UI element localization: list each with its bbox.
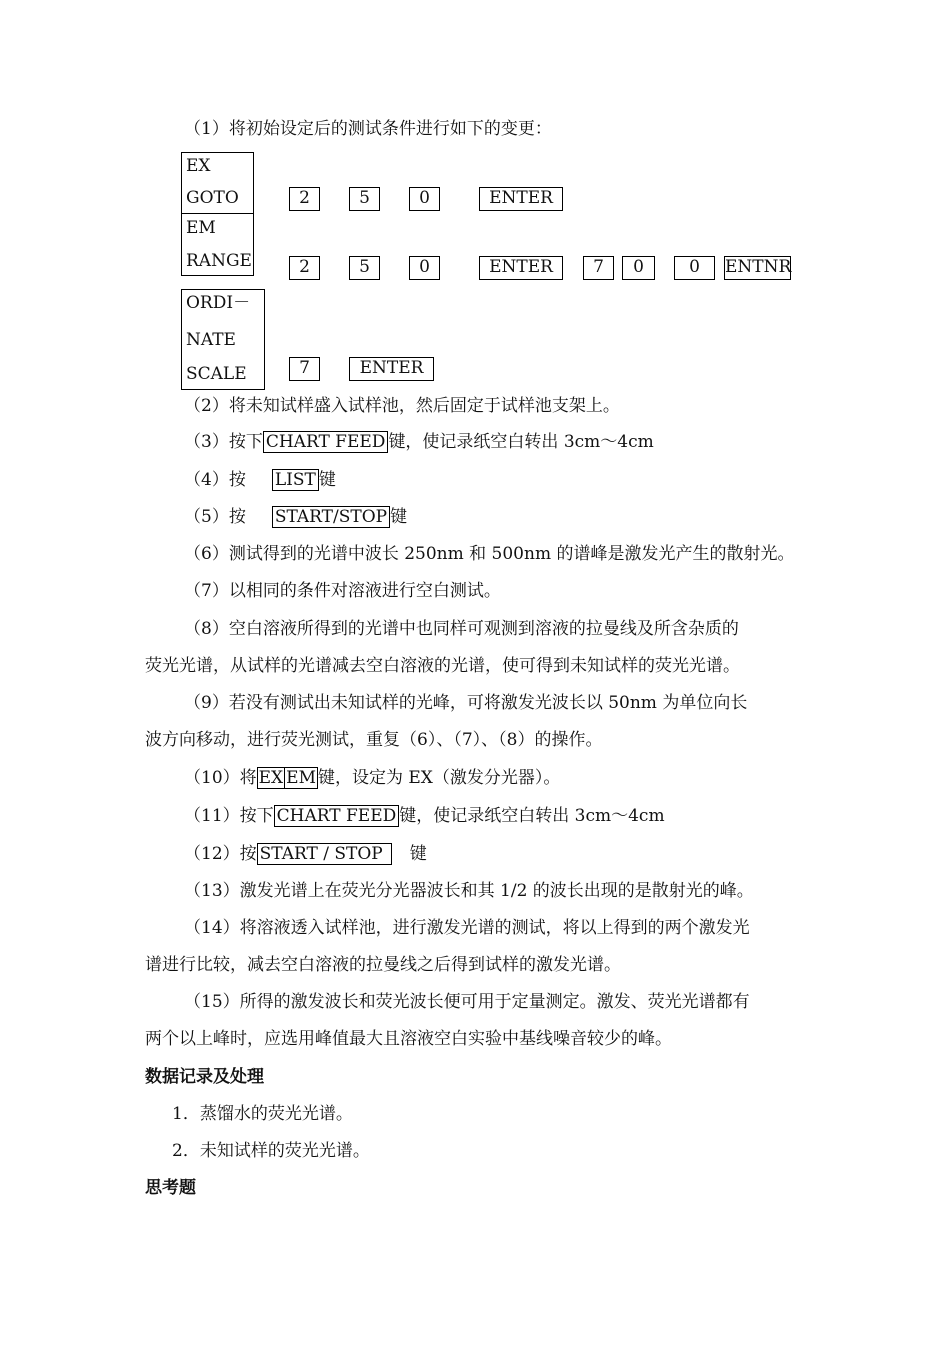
start-stop-key-2: START / STOP bbox=[257, 843, 392, 865]
range-key-2: 5 bbox=[349, 256, 380, 280]
range-key-6: 0 bbox=[674, 256, 715, 280]
data-recording-heading: 数据记录及处理 bbox=[145, 1067, 264, 1087]
step-15-line-1: （15）所得的激发波长和荧光波长便可用于定量测定。激发、荧光光谱都有 bbox=[184, 992, 750, 1012]
step-9-line-1: （9）若没有测试出未知试样的光峰，可将激发光波长以 50nm 为单位向长 bbox=[184, 693, 748, 713]
step-10-suffix: 键，设定为 EX（激发分光器）。 bbox=[317, 768, 561, 788]
range-key-4: 7 bbox=[583, 256, 614, 280]
range-label: RANGE bbox=[186, 251, 252, 271]
step-5-line bbox=[184, 506, 407, 528]
step-11-line bbox=[184, 805, 665, 827]
step-4-line bbox=[184, 469, 336, 491]
step-5-prefix: （5）按 bbox=[184, 507, 246, 527]
list-key: LIST bbox=[272, 469, 319, 491]
step-3-prefix: （3）按下 bbox=[184, 432, 263, 452]
step-13-text: （13）激发光谱上在荧光分光器波长和其 1/2 的波长出现的是散射光的峰。 bbox=[184, 881, 754, 901]
questions-heading: 思考题 bbox=[145, 1178, 196, 1198]
range-entnr-key: ENTNR bbox=[724, 256, 791, 280]
step-4-prefix: （4）按 bbox=[184, 470, 246, 490]
chart-feed-key-2: CHART FEED bbox=[274, 805, 400, 827]
data-item-1: 1．蒸馏水的荧光光谱。 bbox=[172, 1104, 353, 1124]
step-12-line bbox=[184, 843, 427, 865]
step-15-line-2: 两个以上峰时，应选用峰值最大且溶液空白实验中基线噪音较少的峰。 bbox=[145, 1029, 672, 1049]
step-4-suffix: 键 bbox=[318, 470, 336, 490]
step-14-line-1: （14）将溶液透入试样池，进行激发光谱的测试，将以上得到的两个激发光 bbox=[184, 918, 750, 938]
goto-label: GOTO bbox=[186, 188, 239, 208]
step-11-prefix: （11）按下 bbox=[184, 806, 274, 826]
scale-enter-key: ENTER bbox=[349, 357, 434, 381]
range-enter-key: ENTER bbox=[479, 256, 563, 280]
range-key-5: 0 bbox=[622, 256, 655, 280]
goto-key-1: 2 bbox=[289, 187, 320, 211]
step-11-suffix: 键，使记录纸空白转出 3cm～4cm bbox=[399, 806, 665, 826]
data-item-2: 2．未知试样的荧光光谱。 bbox=[172, 1141, 370, 1161]
goto-enter-key: ENTER bbox=[479, 187, 563, 211]
step-10-prefix: （10）将 bbox=[184, 768, 257, 788]
step-14-line-2: 谱进行比较，减去空白溶液的拉曼线之后得到试样的激发光谱。 bbox=[145, 955, 621, 975]
ex-em-key-ex: EX bbox=[258, 768, 284, 788]
step-8-line-2: 荧光光谱，从试样的光谱减去空白溶液的光谱，使可得到未知试样的荧光光谱。 bbox=[145, 656, 740, 676]
chart-feed-key: CHART FEED bbox=[263, 431, 389, 453]
ex-label: EX bbox=[186, 156, 211, 176]
scale-label: SCALE bbox=[186, 364, 247, 384]
nate-label: NATE bbox=[186, 330, 236, 350]
step-7-text: （7）以相同的条件对溶液进行空白测试。 bbox=[184, 581, 501, 601]
step-5-suffix: 键 bbox=[390, 507, 408, 527]
start-stop-key: START/STOP bbox=[272, 506, 390, 528]
goto-key-3: 0 bbox=[409, 187, 440, 211]
range-key-3: 0 bbox=[409, 256, 440, 280]
step-3-line bbox=[184, 431, 654, 453]
step-6-text: （6）测试得到的光谱中波长 250nm 和 500nm 的谱峰是激发光产生的散射光。 bbox=[184, 544, 795, 564]
step-9-line-2: 波方向移动，进行荧光测试，重复（6）、（7）、（8）的操作。 bbox=[145, 730, 603, 750]
step-1-text: （1）将初始设定后的测试条件进行如下的变更： bbox=[184, 119, 552, 139]
scale-key-1: 7 bbox=[289, 357, 320, 381]
step-10-line bbox=[184, 767, 560, 789]
ex-em-key-em: EM bbox=[286, 768, 316, 788]
step-8-line-1: （8）空白溶液所得到的光谱中也同样可观测到溶液的拉曼线及所含杂质的 bbox=[184, 619, 739, 639]
range-key-1: 2 bbox=[289, 256, 320, 280]
step-2-text: （2）将未知试样盛入试样池，然后固定于试样池支架上。 bbox=[184, 396, 620, 416]
step-3-suffix: 键，使记录纸空白转出 3cm～4cm bbox=[388, 432, 654, 452]
step-12-suffix: 键 bbox=[409, 844, 427, 864]
goto-key-2: 5 bbox=[349, 187, 380, 211]
em-label: EM bbox=[186, 218, 216, 238]
step-12-prefix: （12）按 bbox=[184, 844, 257, 864]
ordi-label: ORDI－ bbox=[186, 293, 251, 313]
